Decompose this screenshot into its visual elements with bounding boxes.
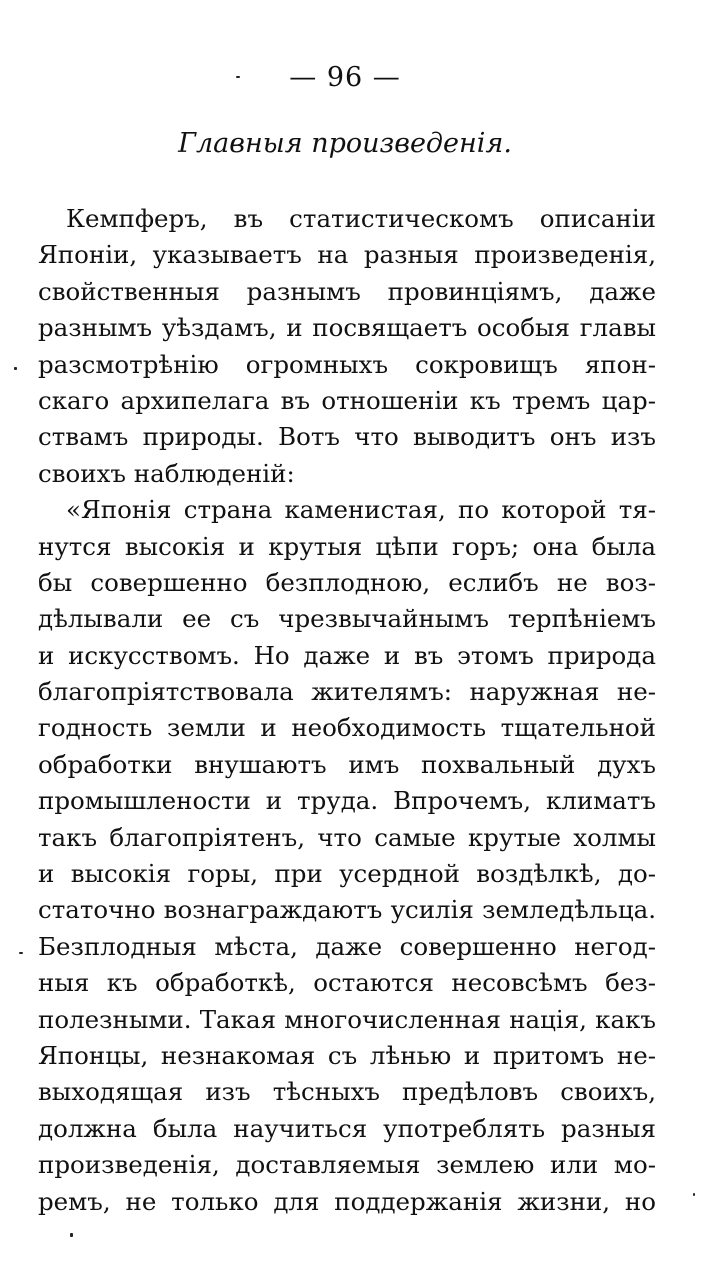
text-line: Безплодныя мѣста, даже совершенно негод-: [38, 931, 656, 961]
text-line: Японцы, незнакомая съ лѣнью и притомъ не-: [38, 1040, 656, 1070]
text-line: разсмотрѣнію огромныхъ сокровищъ япон-: [38, 349, 656, 379]
print-speck: [70, 1233, 73, 1237]
text-line: и искусствомъ. Но даже и въ этомъ природа: [38, 640, 656, 670]
text-line: бы совершенно безплодною, еслибъ не воз-: [38, 567, 656, 597]
print-speck: [14, 367, 17, 370]
text-line: разнымъ уѣздамъ, и посвящаетъ особыя главы: [38, 313, 656, 343]
text-line: полезными. Такая многочисленная нація, какъ: [38, 1004, 656, 1034]
text-line: Кемпферъ, въ статистическомъ описаніи: [66, 204, 656, 233]
text-line: статочно вознаграждаютъ усилія земледѣльца.: [38, 895, 656, 925]
text-line: произведенія, доставляемыя землею или мо-: [38, 1150, 656, 1180]
text-line: скаго архипелага въ отношеніи къ тремъ цар-: [38, 385, 656, 415]
section-title: Главныя произведенія.: [178, 128, 512, 159]
text-line: дѣлывали ее съ чрезвычайнымъ терпѣніемъ: [38, 604, 656, 634]
text-line: такъ благопріятенъ, что самые крутые холмы: [38, 822, 656, 852]
body-text: [38, 201, 656, 1220]
text-line: ремъ, не только для поддержанія жизни, но: [38, 1186, 656, 1216]
page-number: — 96 —: [289, 62, 401, 93]
text-line: ныя къ обработкѣ, остаются несовсѣмъ без-: [38, 968, 656, 998]
text-line: годность земли и необходимость тщательной: [38, 713, 656, 743]
text-line: обработки внушаютъ имъ похвальный духъ: [38, 749, 656, 779]
print-speck: [236, 76, 240, 78]
text-line: промышлености и труда. Впрочемъ, климатъ: [38, 786, 656, 816]
text-line: свойственныя разнымъ провинціямъ, даже: [38, 276, 656, 306]
text-line: Японіи, указываетъ на разныя произведенія,: [38, 240, 656, 270]
text-line: должна была научиться употреблять разныя: [38, 1113, 656, 1143]
text-line: «Японія страна каменистая, по которой тя-: [66, 495, 656, 525]
text-line: своихъ наблюденій:: [38, 458, 295, 488]
text-line: и высокія горы, при усердной воздѣлкѣ, до-: [38, 859, 656, 889]
text-line: ствамъ природы. Вотъ что выводитъ онъ изъ: [38, 422, 656, 452]
text-line: выходящая изъ тѣсныхъ предѣловъ своихъ,: [38, 1077, 656, 1107]
text-line: нутся высокія и крутыя цѣпи горъ; она была: [38, 531, 656, 561]
print-speck: [693, 1193, 695, 1196]
print-speck: [19, 952, 23, 954]
text-line: благопріятствовала жителямъ: наружная не-: [38, 677, 656, 707]
